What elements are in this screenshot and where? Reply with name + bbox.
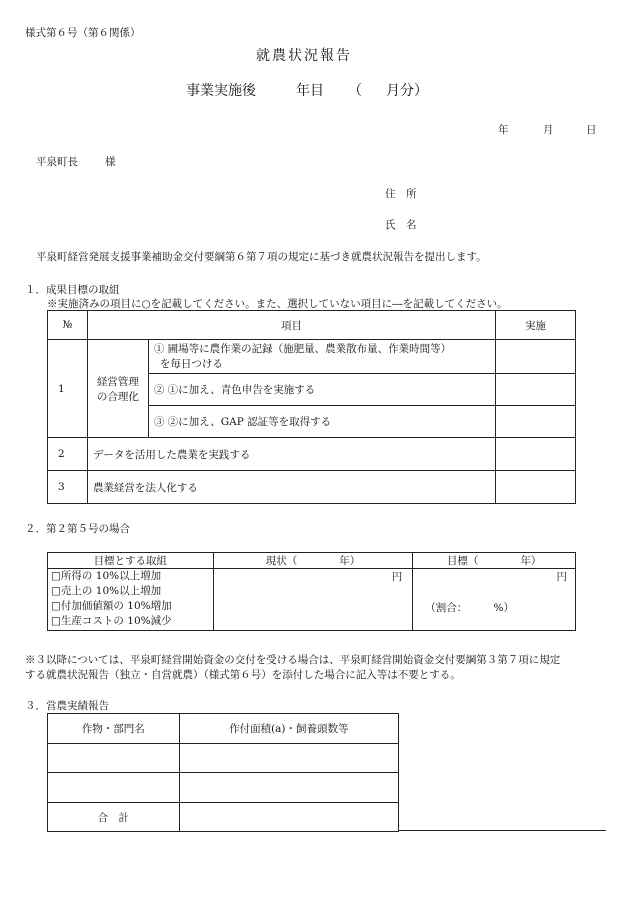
row1-category-line1: 経営管理 <box>96 375 139 388</box>
section2-heading: ２．第２第５号の場合 <box>25 523 130 535</box>
row2-text: データを活用した農業を実践する <box>87 438 495 471</box>
header-goal: 目標とする取組 <box>48 553 214 569</box>
section1-note: ※実施済みの項目に○を記載してください。また、選択していない項目に―を記載してください。 <box>47 298 508 310</box>
goal-options <box>48 569 214 631</box>
header-crop: 作物・部門名 <box>48 714 180 744</box>
row1-sub2: ② ①に加え、青色申告を実施する <box>148 374 495 406</box>
row3-no: 3 <box>48 471 88 504</box>
row2-no: 2 <box>48 438 88 471</box>
row1-sub3-done-cell[interactable] <box>496 406 576 438</box>
header-item: 項目 <box>87 311 495 340</box>
section3-heading: ３．営農実績報告 <box>25 700 109 712</box>
form-number: 様式第６号（第６関係） <box>25 27 141 39</box>
row1-sub2-done-cell[interactable] <box>496 374 576 406</box>
row1-sub3: ③ ②に加え、GAP 認証等を取得する <box>148 406 495 438</box>
row1-sub1-line2: を毎日つける <box>159 357 223 370</box>
row3-done-cell[interactable] <box>496 471 576 504</box>
option-income[interactable]: □所得の 10%以上増加 <box>51 570 162 582</box>
addressee-honorific: 様 <box>105 156 116 168</box>
subtitle-paren: （ <box>348 83 362 99</box>
subtitle-month: 月分） <box>386 83 428 99</box>
area-cell-2[interactable] <box>179 773 398 803</box>
date-month: 月 <box>543 124 554 136</box>
header-area: 作付面積(a)・飼養頭数等 <box>179 714 398 744</box>
current-unit: 円 <box>391 571 403 583</box>
option-value-added[interactable]: □付加価値額の 10%増加 <box>51 600 172 612</box>
header-done: 実施 <box>496 311 576 340</box>
date-year: 年 <box>498 124 509 136</box>
total-label: 合 計 <box>48 803 180 832</box>
current-cell[interactable] <box>213 569 413 631</box>
crop-cell-2[interactable] <box>48 773 180 803</box>
farming-results-table <box>47 713 399 832</box>
row2-done-cell[interactable] <box>496 438 576 471</box>
area-total-cell[interactable] <box>179 803 398 832</box>
name-label: 氏 名 <box>385 219 417 231</box>
note3-line1: ※３以降については、平泉町経営開始資金の交付を受ける場合は、平泉町経営開始資金交付要綱第３第７項に規定 <box>25 654 561 666</box>
target-cell[interactable] <box>413 569 576 631</box>
target-unit: 円 <box>556 571 567 583</box>
header-target: 目標（ 年） <box>413 553 576 569</box>
row3-text: 農業経営を法人化する <box>87 471 495 504</box>
subtitle-year: 年目 <box>296 83 324 99</box>
page-title: 就農状況報告 <box>256 48 352 64</box>
row1-sub1-done-cell[interactable] <box>496 340 576 374</box>
header-no: № <box>48 311 88 340</box>
subtitle-prefix: 事業実施後 <box>186 83 256 99</box>
row1-no: 1 <box>48 340 88 438</box>
date-day: 日 <box>586 124 597 136</box>
area-cell-1[interactable] <box>179 744 398 773</box>
goals-target-table <box>47 552 576 631</box>
option-sales[interactable]: □売上の 10%以上増加 <box>51 585 162 597</box>
addressee-name: 平泉町長 <box>36 156 78 168</box>
address-label: 住 所 <box>385 188 417 200</box>
row1-category <box>87 340 148 438</box>
baseline-rule <box>399 830 606 831</box>
note3-line2: する就農状況報告（独立・自営就農）（様式第６号）を添付した場合に記入等は不要とする。 <box>25 669 461 681</box>
section1-heading: １．成果目標の取組 <box>25 284 120 296</box>
option-cost[interactable]: □生産コストの 10%減少 <box>51 615 172 627</box>
header-current: 現状（ 年） <box>213 553 413 569</box>
intro-text: 平泉町経営発展支援事業補助金交付要綱第６第７項の規定に基づき就農状況報告を提出します。 <box>36 251 487 263</box>
row1-sub1 <box>148 340 495 374</box>
row1-sub1-line1: ① 圃場等に農作業の記録（施肥量、農業散布量、作業時間等） <box>153 342 452 355</box>
goals-table <box>47 310 576 504</box>
row1-category-line2: の合理化 <box>96 390 139 403</box>
target-ratio: （割合： %） <box>425 602 514 614</box>
crop-cell-1[interactable] <box>48 744 180 773</box>
